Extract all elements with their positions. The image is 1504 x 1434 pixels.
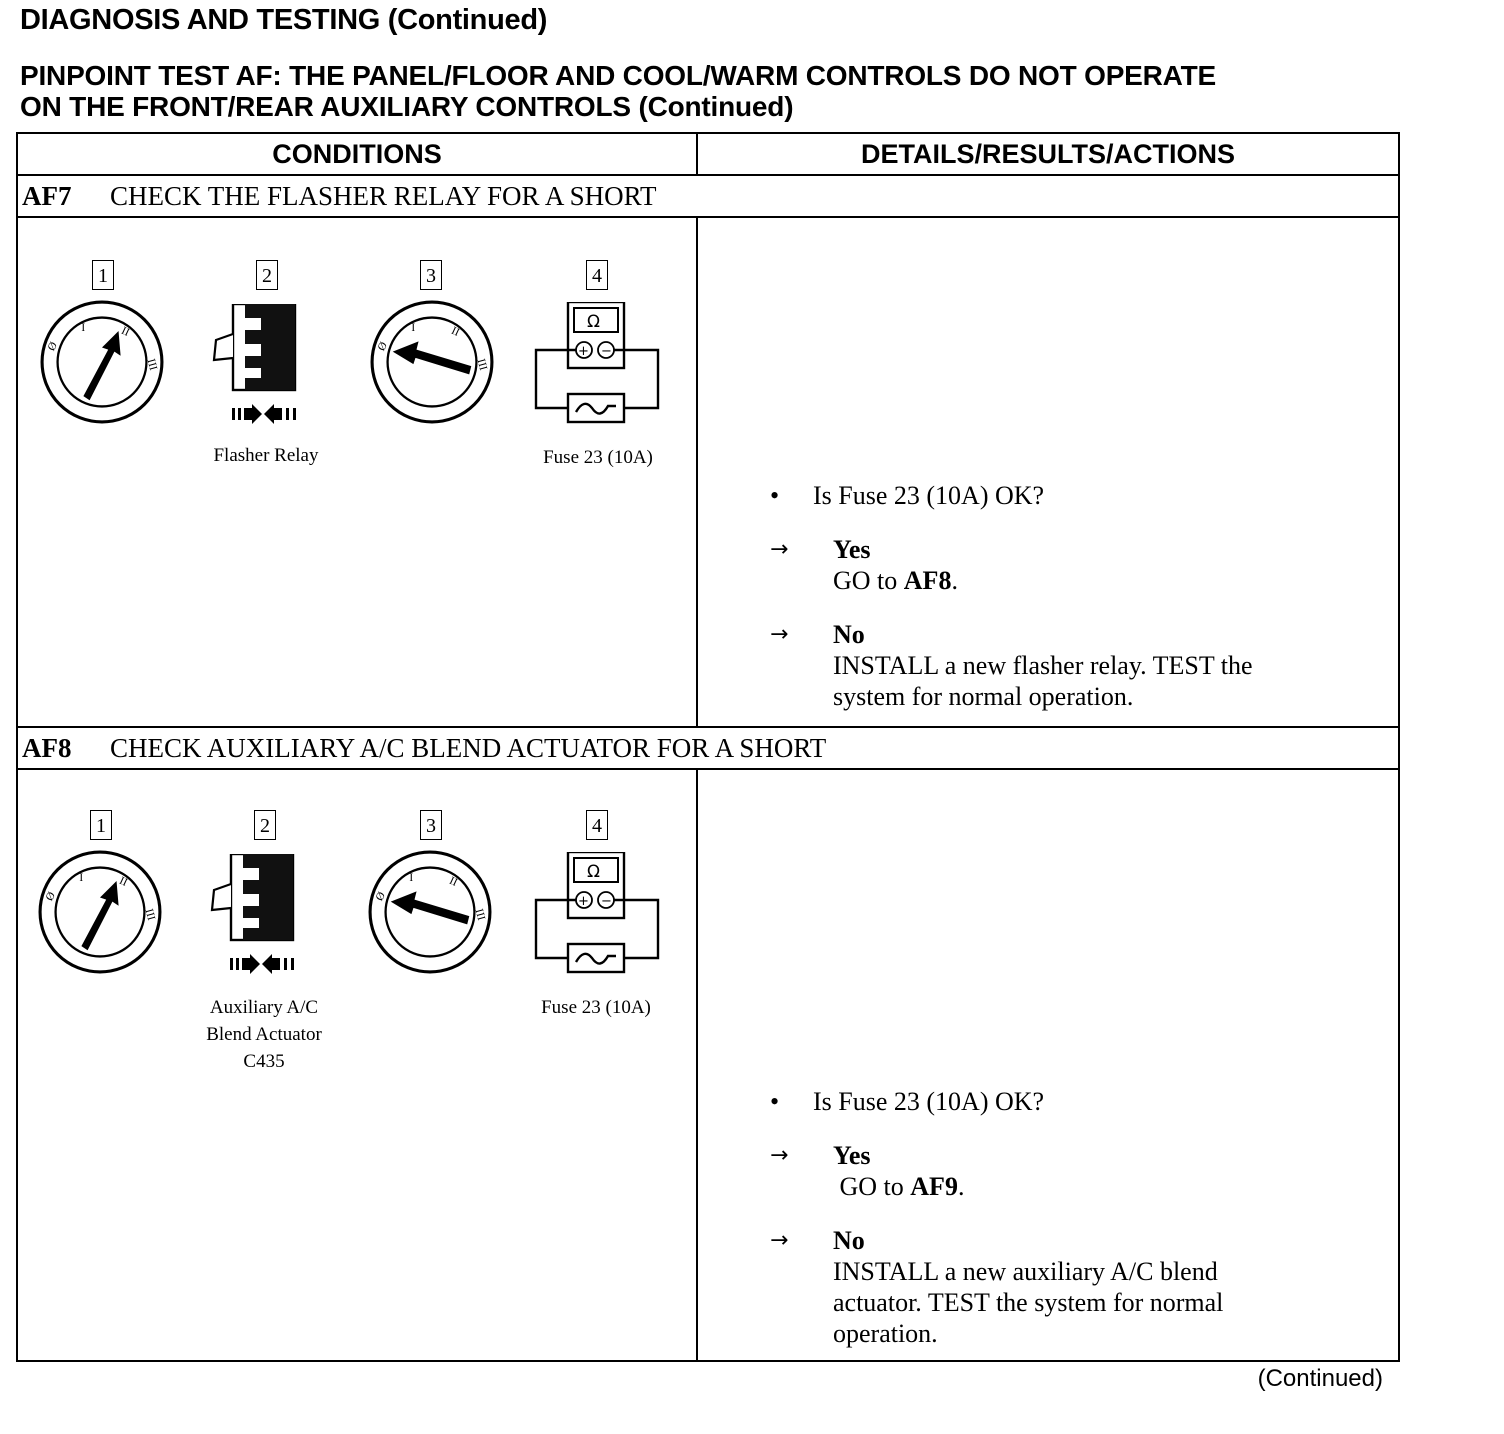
step-title: CHECK AUXILIARY A/C BLEND ACTUATOR FOR A SHORT [110, 732, 827, 763]
no-text-line-3: operation. [833, 1319, 938, 1348]
af7-actions [770, 480, 1370, 712]
yes-label: Yes [833, 535, 871, 564]
step-number-4: 4 [586, 810, 608, 840]
step-id: AF8 [22, 732, 72, 763]
page-title: DIAGNOSIS AND TESTING (Continued) [20, 4, 548, 36]
yes-label: Yes [833, 1141, 871, 1170]
caption-fuse: Fuse 23 (10A) [543, 447, 653, 468]
no-text-line-1: INSTALL a new auxiliary A/C blend [833, 1257, 1218, 1286]
details-column-header: DETAILS/RESULTS/ACTIONS [860, 138, 1235, 169]
step-row-af7 [22, 176, 656, 216]
caption-line-1: Auxiliary A/C [209, 997, 319, 1018]
caption-line-3: C435 [243, 1051, 285, 1072]
step-number-4: 4 [586, 260, 608, 290]
conditions-column-header: CONDITIONS [272, 138, 442, 169]
step-number-3: 3 [420, 810, 442, 840]
caption-line-2: Blend Actuator [206, 1024, 322, 1045]
ignition-switch-run-icon [38, 850, 162, 974]
no-label: No [833, 1226, 865, 1255]
arrow-right-icon: → [770, 1143, 789, 1168]
yes-text: GO to [839, 1172, 904, 1201]
caption-fuse: Fuse 23 (10A) [541, 997, 651, 1018]
step-number-2: 2 [254, 810, 276, 840]
no-text-line-2: actuator. TEST the system for normal [833, 1288, 1224, 1317]
yes-text: GO to [833, 566, 898, 595]
step-id: AF7 [22, 180, 72, 211]
step-title: CHECK THE FLASHER RELAY FOR A SHORT [110, 180, 657, 211]
no-label: No [833, 620, 865, 649]
af8-actions [770, 1086, 1370, 1349]
caption-flasher-relay: Flasher Relay [213, 445, 319, 466]
step-number-2: 2 [256, 260, 278, 290]
ignition-switch-run-icon [40, 300, 164, 424]
continued-label: (Continued) [1257, 1365, 1383, 1392]
ignition-switch-off-icon [370, 300, 494, 424]
ohmmeter-fuse-icon [532, 852, 664, 976]
bullet-icon: • [770, 481, 780, 510]
ohmmeter-fuse-icon [532, 302, 664, 426]
arrow-right-icon: → [770, 622, 789, 647]
question-line [770, 1086, 1370, 1117]
arrow-right-icon: → [770, 537, 789, 562]
test-title [20, 60, 1420, 122]
yes-target: AF9 [910, 1172, 958, 1201]
arrow-right-icon: → [770, 1228, 789, 1253]
bullet-icon: • [770, 1087, 780, 1116]
disconnect-connector-icon [206, 854, 306, 978]
question-text: Is Fuse 23 (10A) OK? [813, 1087, 1045, 1116]
no-text-line-2: system for normal operation. [833, 682, 1134, 711]
row-divider [18, 768, 1398, 770]
ignition-switch-off-icon [368, 850, 492, 974]
test-title-line-2: ON THE FRONT/REAR AUXILIARY CONTROLS (Continued) [20, 91, 794, 122]
no-branch [770, 619, 1370, 712]
question-text: Is Fuse 23 (10A) OK? [813, 481, 1045, 510]
column-divider-af7 [696, 218, 698, 726]
caption-blend-actuator [174, 994, 354, 1075]
question-line [770, 480, 1370, 511]
no-text-line-1: INSTALL a new flasher relay. TEST the [833, 651, 1253, 680]
step-number-1: 1 [92, 260, 114, 290]
step-row-af8 [22, 728, 826, 768]
yes-branch: → Yes GO to AF8. [770, 535, 958, 595]
column-divider-header [696, 134, 698, 175]
step-number-1: 1 [90, 810, 112, 840]
yes-branch: → Yes GO to AF9. [770, 1141, 965, 1201]
test-title-line-1: PINPOINT TEST AF: THE PANEL/FLOOR AND COOL/WARM CONTROLS DO NOT OPERATE [20, 60, 1216, 91]
row-divider [18, 216, 1398, 218]
disconnect-connector-icon [208, 304, 308, 428]
pinpoint-test-table [16, 132, 1400, 1362]
column-divider-af8 [696, 770, 698, 1360]
step-number-3: 3 [420, 260, 442, 290]
no-branch [770, 1225, 1370, 1349]
yes-target: AF8 [903, 566, 952, 595]
